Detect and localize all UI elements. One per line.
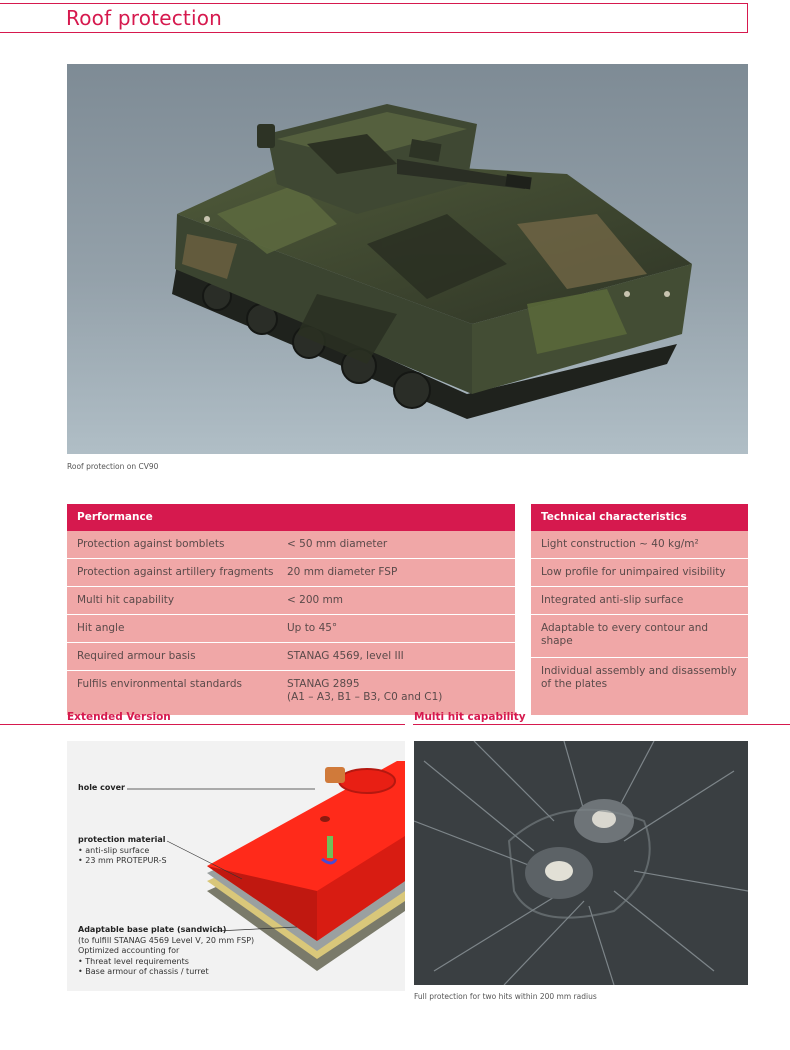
list-item: Low profile for unimpaired visibility [531,559,748,587]
page-title: Roof protection [66,6,223,30]
impact-photo [414,741,748,985]
row-value: STANAG 4569, level III [287,650,404,662]
hero-caption: Roof protection on CV90 [67,462,159,471]
table-row [67,587,515,615]
hole-cover-label: hole cover [78,783,125,792]
extended-heading: Extended Version [67,711,171,723]
list-item: Integrated anti-slip surface [531,587,748,615]
table-row [67,671,515,715]
technical-header: Technical characteristics [531,504,748,531]
row-label: Fulfils environmental standards [77,678,242,690]
row-label: Multi hit capability [77,594,175,606]
row-label: Protection against artillery fragments [77,566,274,578]
technical-table [531,504,748,715]
row-label: Hit angle [77,622,125,634]
tank-illustration [67,64,748,454]
section-rule-left [0,724,405,725]
list-item: Individual assembly and disassembly of the plates [541,665,737,690]
base-plate-label: Adaptable base plate (sandwich) (to fulfill STANAG 4569 Level V, 20 mm FSP) Optimized accounting for • Threat level requirements • Base armour of chassis / turret [78,925,255,976]
multihit-photo [414,741,748,985]
row-value-line1: STANAG 2895 [287,678,360,690]
table-row [67,643,515,671]
section-rule-right [413,724,790,725]
list-item: Adaptable to every contour and shape [531,615,748,658]
table-row [67,615,515,643]
performance-table [67,504,515,715]
title-bar [0,3,748,33]
multihit-caption: Full protection for two hits within 200 mm radius [414,992,597,1001]
row-label: Required armour basis [77,650,196,662]
hero-image [67,64,748,454]
multihit-heading: Multi hit capability [414,711,526,723]
row-value: 20 mm diameter FSP [287,566,398,578]
row-label: Protection against bomblets [77,538,225,550]
row-value: < 200 mm [287,594,343,606]
row-value: < 50 mm diameter [287,538,388,550]
performance-header: Performance [67,504,515,531]
row-value: Up to 45° [287,622,338,634]
table-row [67,559,515,587]
row-value [287,678,442,704]
extended-diagram [67,741,405,991]
table-row [67,531,515,559]
row-value-line2: (A1 – A3, B1 – B3, C0 and C1) [287,691,443,703]
protection-material-label: protection material • anti-slip surface • 23 mm PROTEPUR-S [78,835,167,865]
list-item: Light construction ~ 40 kg/m² [531,531,748,559]
